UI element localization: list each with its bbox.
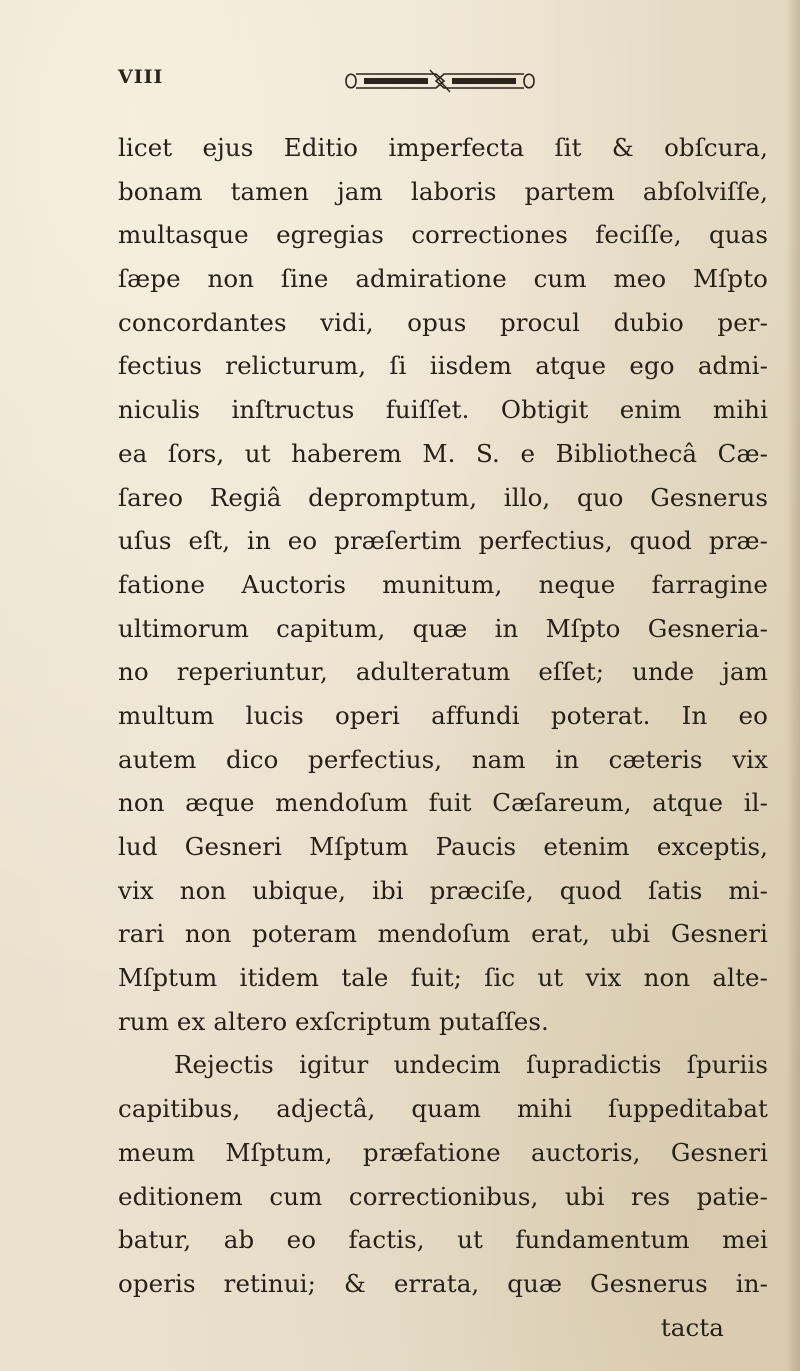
running-header: [118, 66, 678, 96]
text-line: capitibus, adjectâ, quam mihi ſuppeditabat: [118, 1094, 768, 1124]
text-line: bonam tamen jam laboris partem abſolviſſe,: [118, 176, 768, 206]
text-line: multasque egregias correctiones feciſſe, quas: [118, 220, 768, 250]
text-line: ſareo Regiâ depromptum, illo, quo Gesnerus: [118, 482, 768, 512]
text-line: lud Gesneri Mſptum Paucis etenim exceptis,: [118, 832, 768, 861]
paragraph-start-line: Rejectis igitur undecim ſupradictis ſpuriis: [174, 1050, 768, 1080]
catchword: tacta: [660, 1312, 724, 1342]
body-text: [118, 126, 768, 1349]
text-line: uſus eſt, in eo præſertim perfectius, quod præ-: [118, 526, 768, 556]
page-edge-shadow: [786, 0, 800, 1371]
text-line: fatione Auctoris munitum, neque farragine: [118, 569, 768, 599]
text-line: Mſptum itidem tale fuit; ſic ut vix non alte-: [118, 963, 768, 993]
header-ornament-icon: [340, 68, 540, 94]
text-line: licet ejus Editio imperfecta ſit & obſcura,: [118, 133, 768, 162]
text-line: batur, ab eo factis, ut fundamentum mei: [118, 1225, 768, 1255]
text-line: editionem cum correctionibus, ubi res patie-: [118, 1181, 768, 1211]
text-line: niculis inſtructus fuiſſet. Obtigit enim mihi: [118, 395, 768, 425]
text-line: ea ſors, ut haberem M. S. e Bibliothecâ Cæ-: [118, 438, 768, 468]
text-line: operis retinui; & errata, quæ Gesnerus in-: [118, 1268, 768, 1298]
text-line: no reperiuntur, adulteratum eſſet; unde jam: [118, 657, 768, 687]
page-number: VIII: [118, 66, 164, 88]
text-line: autem dico perfectius, nam in cæteris vix: [118, 744, 768, 774]
text-line: ultimorum capitum, quæ in Mſpto Gesneria-: [118, 613, 768, 643]
text-line: non æque mendoſum fuit Cæſareum, atque il-: [118, 788, 768, 818]
text-line: concordantes vidi, opus procul dubio per-: [118, 307, 768, 337]
text-line: ſæpe non ſine admiratione cum meo Mſpto: [118, 264, 768, 294]
text-line: meum Mſptum, præfatione auctoris, Gesneri: [118, 1137, 768, 1167]
text-line: rum ex altero exſcriptum putaſſes.: [118, 1006, 549, 1036]
text-line: rari non poteram mendoſum erat, ubi Gesneri: [118, 919, 768, 949]
text-line: multum lucis operi affundi poterat. In eo: [118, 700, 768, 730]
text-line: fectius relicturum, ſi iisdem atque ego admi-: [118, 351, 768, 381]
text-line: vix non ubique, ibi præciſe, quod ſatis mi-: [118, 875, 768, 905]
